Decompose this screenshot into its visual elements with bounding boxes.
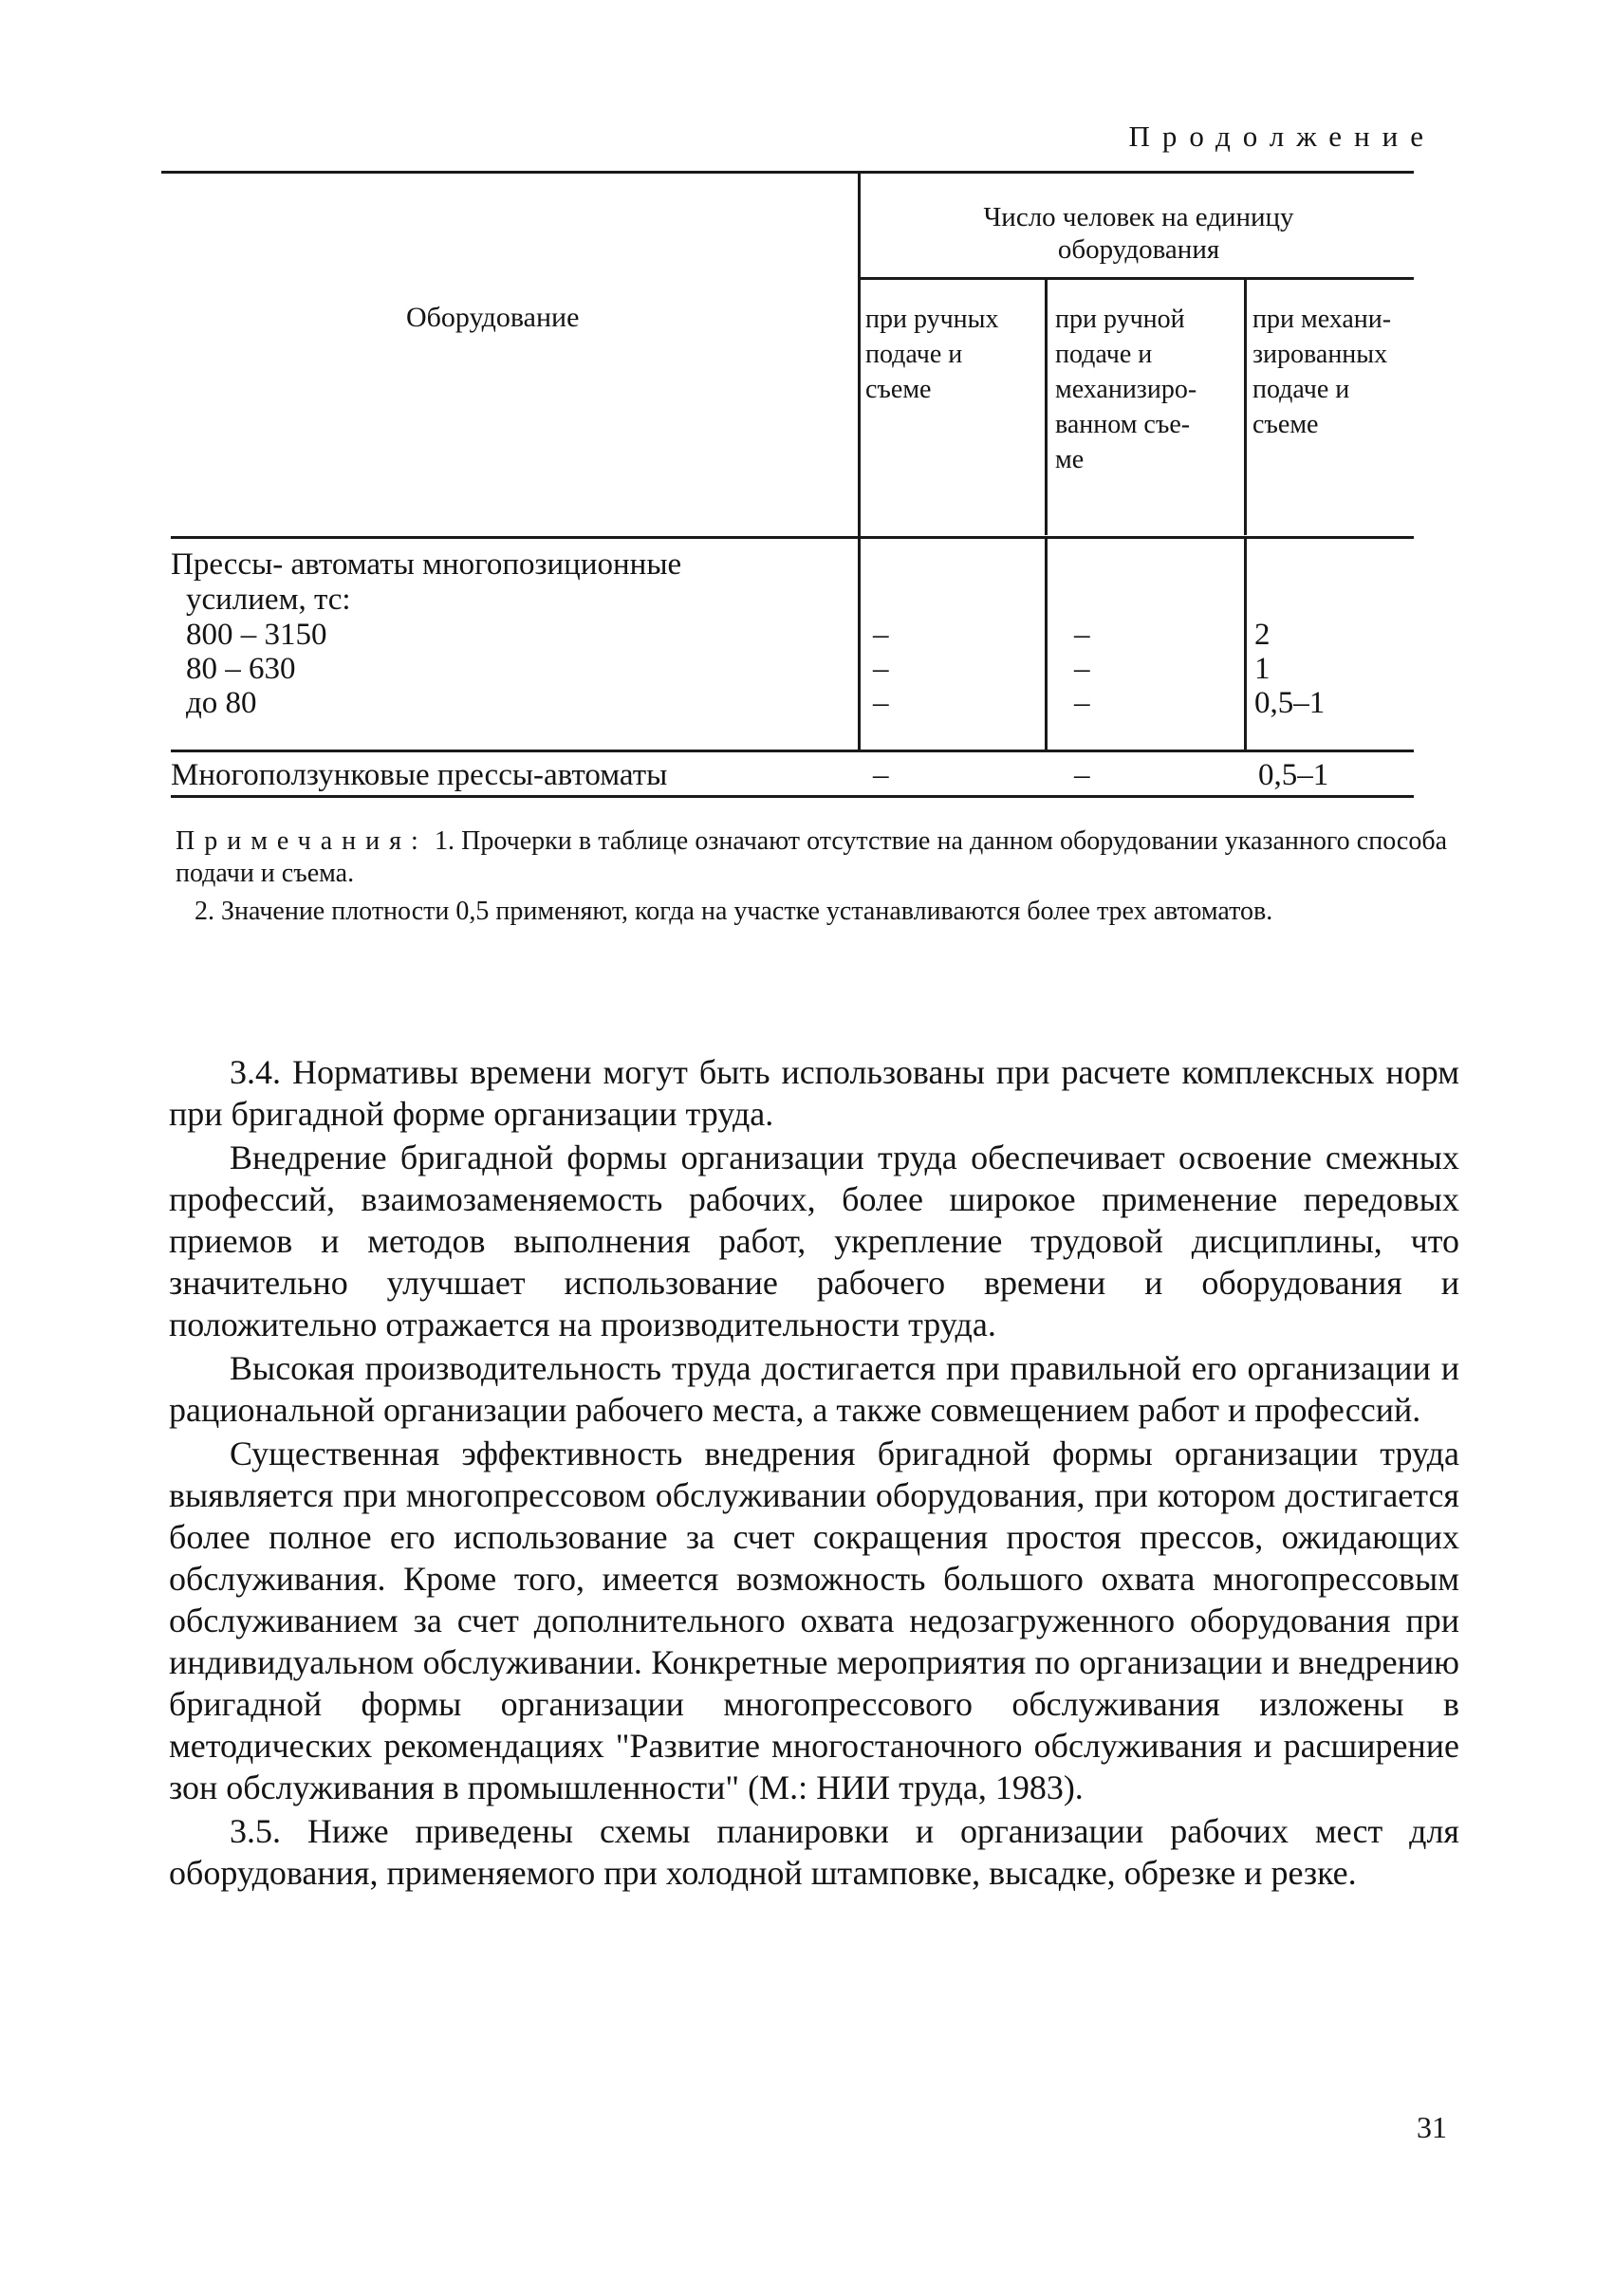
col1-header [865,302,998,407]
row-label: Многоползунковые прессы-автоматы [171,758,668,792]
cell-c1: – [873,758,889,792]
row-label: 80 – 630 [186,652,296,686]
row-label: усилием, тс: [186,583,351,617]
cell-c3: 0,5–1 [1258,758,1329,792]
col2-header-line: подаче и [1055,340,1153,369]
col2-header-line: ме [1055,445,1085,474]
col1-header-line: съеме [865,375,932,404]
cell-c1: – [873,652,889,686]
cell-c1: – [873,618,889,652]
row-label: до 80 [186,686,257,720]
cell-c1: – [873,686,889,720]
col1-header-line: подаче и [865,340,963,369]
col1-header-line: при ручных [865,305,999,334]
col3-header-line: при механи- [1252,305,1392,334]
body-bottom-rule [171,750,1414,752]
notes-heading: Примечания: [176,826,428,856]
header-bottom-rule [171,536,1414,539]
col3-header [1252,302,1391,442]
note-2-text: 2. Значение плотности 0,5 применяют, когда на участке устанавливаются более трех автоматов. [195,897,1273,926]
col3-header-line: зированных [1252,340,1388,369]
table-bottom-rule [171,795,1414,798]
table-top-rule [161,171,1414,174]
cell-c2: – [1074,652,1090,686]
col2-header-line: ванном съе- [1055,410,1191,439]
cell-c2: – [1074,758,1090,792]
col3-header-line: съеме [1252,410,1319,439]
paragraph: Высокая производительность труда достигается при правильной его организации и рациональной организации рабочего места, а также совмещением работ и профессий. [169,1349,1459,1429]
note-1-text: 1. Прочерки в таблице означают отсутствие на данном оборудовании указанного способа подачи и съема. [176,826,1448,888]
note-2 [176,896,1447,928]
column-divider-1 [858,171,861,751]
cell-c3: 0,5–1 [1254,686,1326,720]
cell-c3: 1 [1254,652,1271,686]
paragraph: 3.5. Ниже приведены схемы планировки и организации рабочих мест для оборудования, применяемого при холодной штамповке, высадке, обрезке и резке. [169,1812,1459,1892]
body-text [169,1051,1459,1896]
row-label: Прессы- автоматы многопозиционные [171,547,682,582]
column-divider-3 [1244,277,1247,535]
column-divider-3-body [1244,538,1247,751]
column-divider-2 [1045,277,1048,535]
page-number: 31 [1417,2110,1447,2144]
col2-header-line: механизиро- [1055,375,1197,404]
group-header [911,201,1366,266]
group-header-rule [860,277,1414,280]
row-label: 800 – 3150 [186,618,327,652]
cell-c2: – [1074,618,1090,652]
cell-c3: 2 [1254,618,1271,652]
column-divider-2-body [1045,538,1048,751]
note-1 [176,825,1447,890]
table-notes [176,825,1447,928]
col2-header-line: при ручной [1055,305,1185,334]
paragraph: 3.4. Нормативы времени могут быть использованы при расчете комплексных норм при бригадной форме организации труда. [169,1053,1459,1133]
cell-c2: – [1074,686,1090,720]
paragraph: Существенная эффективность внедрения бригадной формы организации труда выявляется при многопрессовом обслуживании оборудования, при котором достигается более полное его использование за счет сокращения простоя прессов, ожидающих обслуживания. Кроме того, имеется возможность большого охвата многопрессовым обслуживанием за счет дополнительного охвата недозагруженного оборудования при индивидуальном обслуживании. Конкретные мероприятия по организации и внедрению бригадной формы организации многопрессового обслуживания изложены в методических рекомендациях "Развитие многостаночного обслуживания и расширение зон обслуживания в промышленности" (М.: НИИ труда, 1983). [169,1435,1459,1806]
col3-header-line: подаче и [1252,375,1350,404]
continuation-label: Продолжение [1128,120,1436,153]
equipment-column-header: Оборудование [406,302,580,333]
group-header-text: Число человек на единицу оборудования [983,202,1294,265]
col2-header [1055,302,1197,477]
paragraph: Внедрение бригадной формы организации труда обеспечивает освоение смежных профессий, взаимозаменяемость рабочих, более широкое применение передовых приемов и методов выполнения работ, укрепление трудовой дисциплины, что значительно улучшает использование рабочего времени и оборудования и положительно отражается на производительности труда. [169,1139,1459,1343]
